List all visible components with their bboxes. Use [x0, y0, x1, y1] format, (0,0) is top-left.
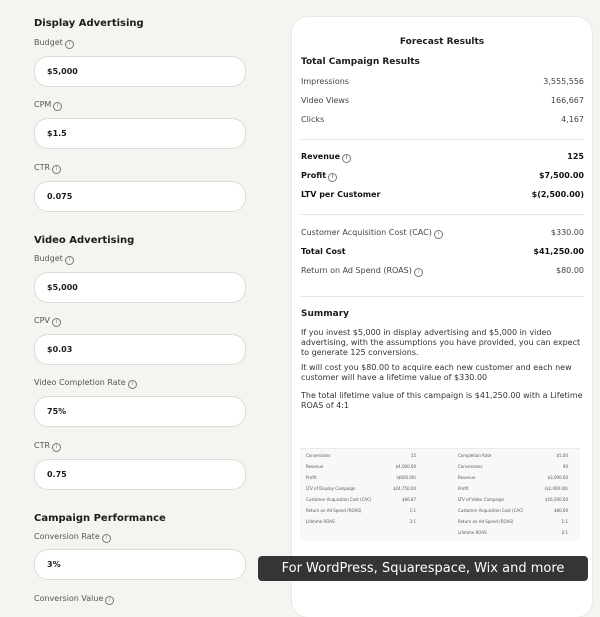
total-cost-row: Total Cost $41,250.00 — [301, 247, 584, 256]
clicks-value: 4,167 — [561, 115, 584, 124]
video-completion-rate-label: Video Completion Rate i — [34, 378, 137, 389]
profit-value: $7,500.00 — [538, 171, 584, 180]
video-cpv-label: CPV i — [34, 316, 61, 327]
video-breakdown-column — [458, 453, 568, 541]
cac-value: $330.00 — [550, 228, 584, 237]
row-label: LTV of Video Campaign — [458, 497, 505, 502]
info-icon[interactable]: i — [65, 256, 74, 265]
summary-title: Summary — [301, 309, 350, 319]
table-row — [458, 519, 568, 530]
conversion-value-label: Conversion Value i — [34, 594, 114, 605]
forecast-results-title: Forecast Results — [399, 37, 485, 47]
display-cpm-label: CPM i — [34, 100, 62, 111]
roas-value: $80.00 — [556, 266, 584, 275]
impressions-row: Impressions 3,555,556 — [301, 77, 584, 86]
video-cpv-input[interactable]: $0.03 — [34, 334, 246, 365]
display-cpm-input[interactable]: $1.5 — [34, 118, 246, 149]
row-value: 1:1 — [561, 519, 568, 524]
summary-paragraph-2: It will cost you $80.00 to acquire each new customer and each new customer will have a lifetime value of $330.00 — [301, 363, 572, 382]
row-label: Customer Acquisition Cost (CAC) — [458, 508, 524, 513]
info-icon[interactable]: i — [342, 154, 351, 163]
row-value: $3,000.00 — [547, 475, 568, 480]
info-icon[interactable]: i — [434, 230, 443, 239]
row-value: ($600.00) — [396, 475, 416, 480]
table-row — [306, 508, 416, 519]
info-icon[interactable]: i — [128, 380, 137, 389]
info-icon[interactable]: i — [53, 102, 62, 111]
table-row — [458, 453, 568, 464]
table-row — [306, 497, 416, 508]
info-icon[interactable]: i — [105, 596, 114, 605]
platform-banner: For WordPress, Squarespace, Wix and more — [258, 556, 588, 581]
row-value: $16,500.00 — [545, 497, 568, 502]
table-row — [306, 486, 416, 497]
row-value: $66.67 — [402, 497, 416, 502]
info-icon[interactable]: i — [65, 40, 74, 49]
row-label: Profit — [458, 486, 469, 491]
ltv-row: LTV per Customer $(2,500.00) — [301, 190, 584, 199]
display-ctr-label: CTR i — [34, 163, 61, 174]
table-row — [458, 530, 568, 541]
row-value: $80.00 — [554, 508, 568, 513]
impressions-value: 3,555,556 — [543, 77, 584, 86]
row-value: 1:1 — [409, 508, 416, 513]
row-value: $4,000.00 — [395, 464, 416, 469]
row-label: Revenue — [458, 475, 476, 480]
info-icon[interactable]: i — [52, 318, 61, 327]
display-ctr-input[interactable]: 0.075 — [34, 181, 246, 212]
display-breakdown-column — [306, 453, 416, 530]
video-completion-rate-input[interactable]: 75% — [34, 396, 246, 427]
row-label: Lifetime ROAS — [306, 519, 335, 524]
table-row — [306, 453, 416, 464]
video-ctr-input[interactable]: 0.75 — [34, 459, 246, 490]
ltv-value: $(2,500.00) — [531, 190, 584, 199]
summary-paragraph-3: The total lifetime value of this campaign is $41,250.00 with a Lifetime ROAS of 4:1 — [301, 391, 583, 410]
video-budget-input[interactable]: $5,000 — [34, 272, 246, 303]
row-label: Conversions — [458, 464, 483, 469]
info-icon[interactable]: i — [414, 268, 423, 277]
display-budget-input[interactable]: $5,000 — [34, 56, 246, 87]
row-label: Conversions — [306, 453, 331, 458]
table-row — [306, 475, 416, 486]
row-value: 90 — [562, 464, 568, 469]
conversion-rate-label: Conversion Rate i — [34, 532, 111, 543]
display-advertising-title: Display Advertising — [34, 18, 144, 29]
video-ctr-label: CTR i — [34, 441, 61, 452]
table-row — [306, 464, 416, 475]
divider — [301, 296, 584, 297]
display-budget-label: Budget i — [34, 38, 74, 49]
row-label: Lifetime ROAS — [458, 530, 487, 535]
row-label: Completion Rate — [458, 453, 492, 458]
video-advertising-title: Video Advertising — [34, 235, 135, 246]
row-value: 15 — [410, 453, 416, 458]
info-icon[interactable]: i — [102, 534, 111, 543]
info-icon[interactable]: i — [52, 443, 61, 452]
total-campaign-results-title: Total Campaign Results — [301, 57, 420, 67]
campaign-performance-title: Campaign Performance — [34, 513, 166, 524]
row-label: Profit — [306, 475, 317, 480]
profit-row: Profit i $7,500.00 — [301, 171, 584, 180]
row-label: Customer Acquisition Cost (CAC) — [306, 497, 372, 502]
table-row — [458, 464, 568, 475]
info-icon[interactable]: i — [328, 173, 337, 182]
row-value: $24,750.00 — [393, 486, 416, 491]
table-row — [458, 486, 568, 497]
table-row — [306, 519, 416, 530]
table-row — [458, 475, 568, 486]
video-views-value: 166,667 — [550, 96, 584, 105]
row-label: Return on Ad Spend (ROAS) — [306, 508, 362, 513]
divider — [301, 214, 584, 215]
breakdown-table — [300, 448, 580, 541]
video-budget-label: Budget i — [34, 254, 74, 265]
row-label: Revenue — [306, 464, 324, 469]
table-row — [458, 497, 568, 508]
row-value: ($2,000.00) — [544, 486, 568, 491]
table-row — [458, 508, 568, 519]
video-views-row: Video Views 166,667 — [301, 96, 584, 105]
revenue-row: Revenue i 125 — [301, 152, 584, 161]
row-value: 3:1 — [409, 519, 416, 524]
row-value: $5.00 — [556, 453, 568, 458]
roas-row: Return on Ad Spend (ROAS) i $80.00 — [301, 266, 584, 275]
divider — [301, 139, 584, 140]
info-icon[interactable]: i — [52, 165, 61, 174]
cac-row: Customer Acquisition Cost (CAC) i $330.00 — [301, 228, 584, 237]
clicks-row: Clicks 4,167 — [301, 115, 584, 124]
conversion-rate-input[interactable]: 3% — [34, 549, 246, 580]
revenue-value: 125 — [567, 152, 584, 161]
row-label: Return on Ad Spend (ROAS) — [458, 519, 514, 524]
summary-paragraph-1: If you invest $5,000 in display advertising and $5,000 in video advertising, with the assumptions you have provided, you can expect to generate 125 conversions. — [301, 328, 581, 357]
row-value: 2:1 — [561, 530, 568, 535]
total-cost-value: $41,250.00 — [533, 247, 584, 256]
row-label: LTV of Display Campaign — [306, 486, 356, 491]
